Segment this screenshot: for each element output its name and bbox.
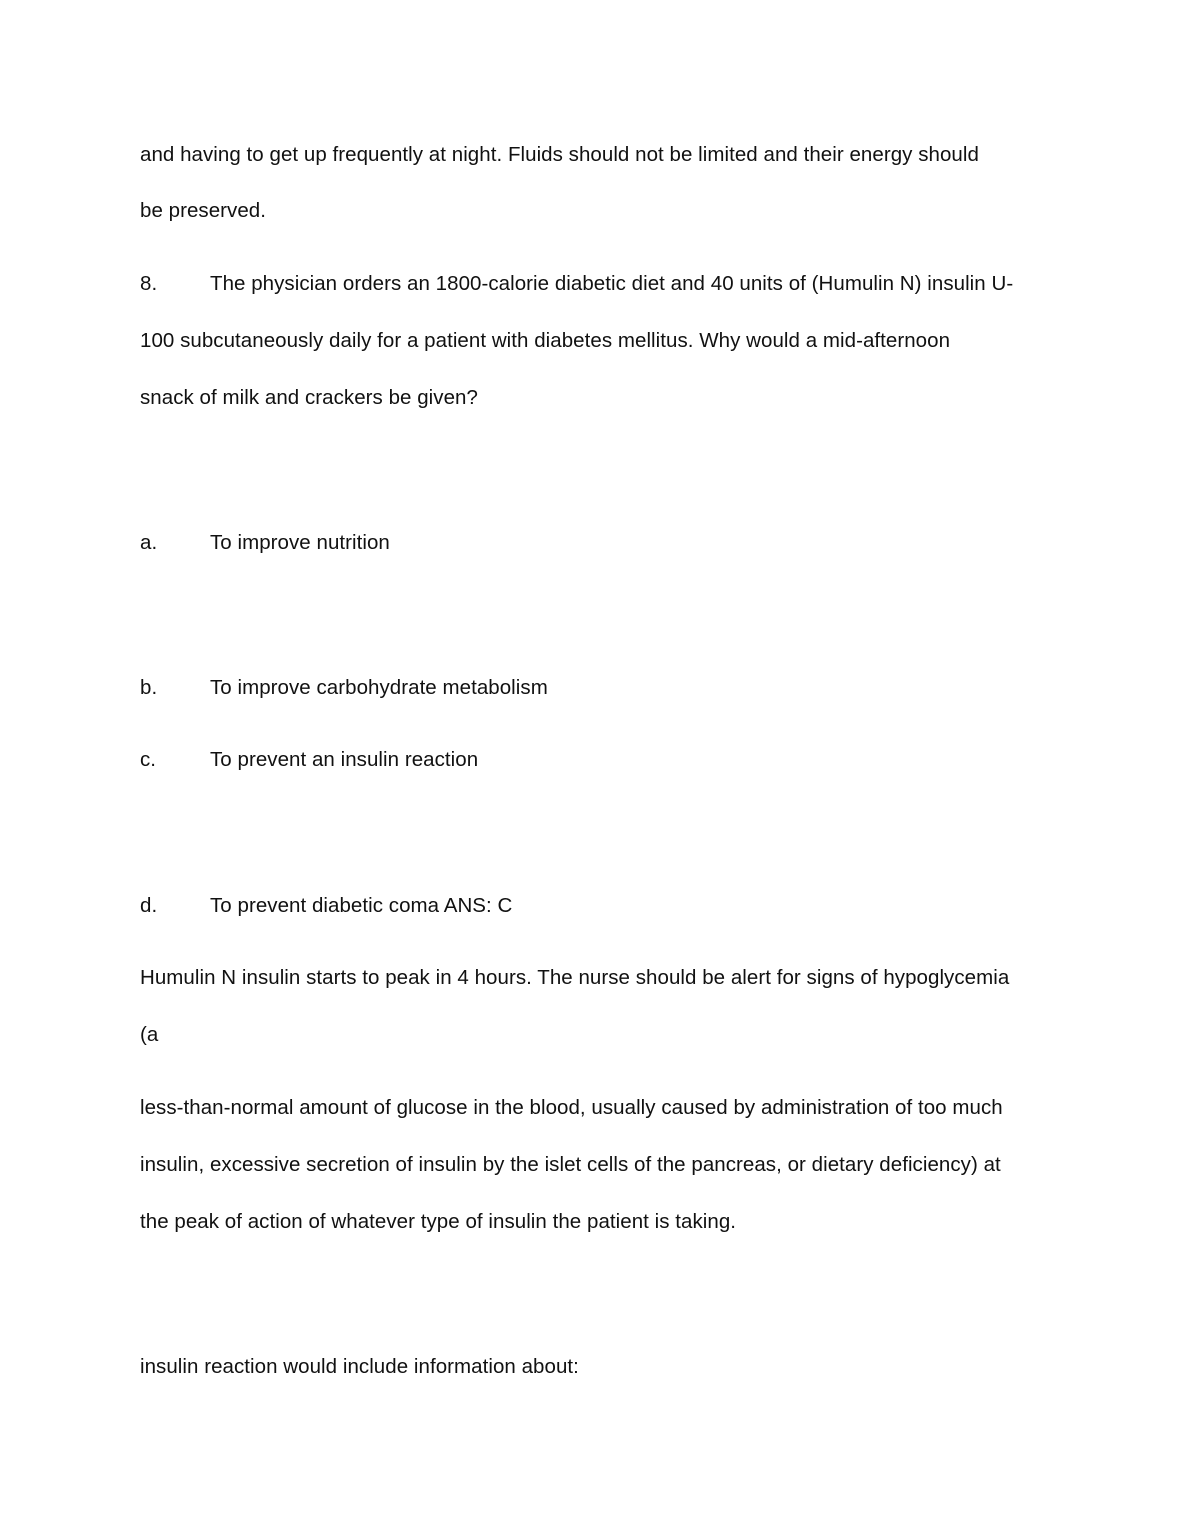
- intro-line-2: be preserved.: [140, 199, 267, 222]
- rationale-line-2: (a: [140, 1023, 159, 1046]
- question-text-1: The physician orders an 1800-calorie diabetic diet and 40 units of (Humulin N) insulin U-: [210, 272, 1014, 295]
- option-d-text: To prevent diabetic coma ANS: C: [210, 894, 513, 917]
- closing-line: insulin reaction would include information about:: [140, 1355, 579, 1378]
- intro-line-1: and having to get up frequently at night. Fluids should not be limited and their energy should: [140, 143, 979, 166]
- option-a-text: To improve nutrition: [210, 531, 390, 554]
- option-d-letter: d.: [140, 894, 158, 917]
- question-number: 8.: [140, 272, 158, 295]
- rationale-line-3: less-than-normal amount of glucose in the blood, usually caused by administration of too much: [140, 1096, 1003, 1119]
- option-b-text: To improve carbohydrate metabolism: [210, 676, 548, 699]
- option-a-letter: a.: [140, 531, 158, 554]
- rationale-line-1: Humulin N insulin starts to peak in 4 hours. The nurse should be alert for signs of hypoglycemia: [140, 966, 1010, 989]
- question-line-3: snack of milk and crackers be given?: [140, 386, 478, 409]
- option-c-text: To prevent an insulin reaction: [210, 748, 479, 771]
- rationale-line-5: the peak of action of whatever type of insulin the patient is taking.: [140, 1210, 737, 1233]
- option-b-letter: b.: [140, 676, 158, 699]
- rationale-line-4: insulin, excessive secretion of insulin by the islet cells of the pancreas, or dietary deficiency) at: [140, 1153, 1001, 1176]
- option-c-letter: c.: [140, 748, 157, 771]
- question-line-2: 100 subcutaneously daily for a patient with diabetes mellitus. Why would a mid-afternoon: [140, 329, 951, 352]
